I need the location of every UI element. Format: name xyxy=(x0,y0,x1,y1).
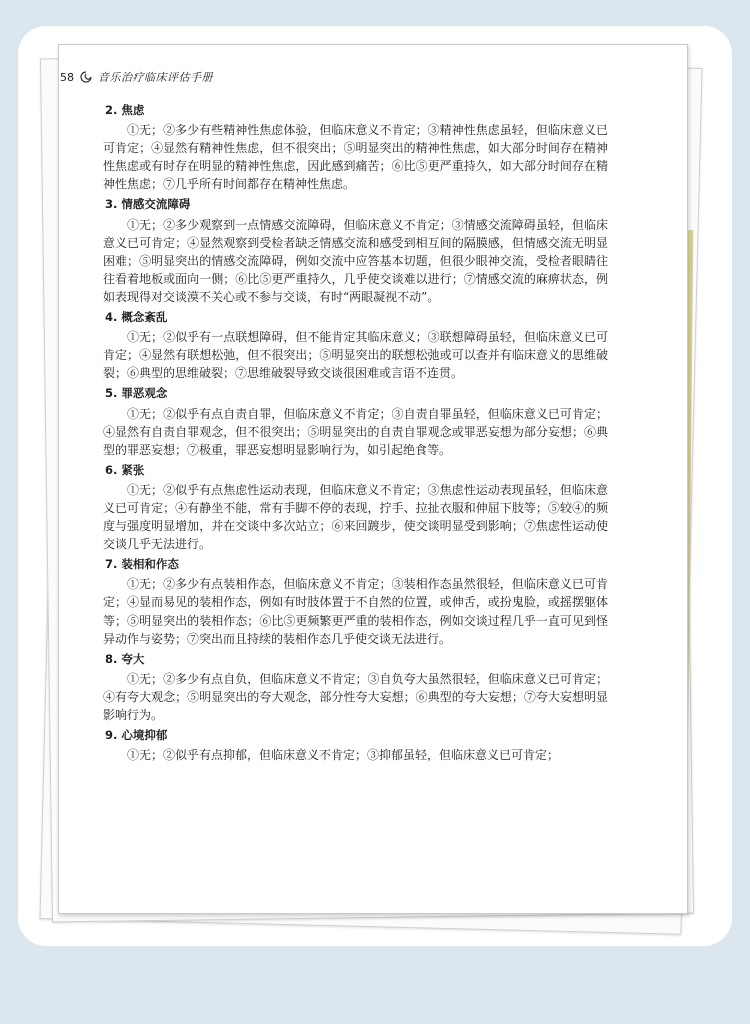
section-body: ①无；②多少有点装相作态，但临床意义不肯定；③装相作态虽然很轻，但临床意义已可肯定；④显而易见的装相作态，例如有时肢体置于不自然的位置，或伸舌，或扮鬼脸，或摇摆躯体等；⑤明显突出的装相作态；⑥比⑤更频繁更严重的装相作态，例如交谈过程几乎一直可见到怪异动作与姿势；⑦突出而且持续的装相作态几乎使交谈无法进行。 xyxy=(103,577,608,646)
book-title: 音乐治疗临床评估手册 xyxy=(98,71,213,84)
section-body: ①无；②多少有点自负，但临床意义不肯定；③自负夸大虽然很轻，但临床意义已可肯定；④有夸大观念；⑤明显突出的夸大观念，部分性夸大妄想；⑥典型的夸大妄想；⑦夸大妄想明显影响行为。 xyxy=(103,671,608,722)
section-title: 9. 心境抑郁 xyxy=(105,728,168,743)
section-body: ①无；②似乎有一点联想障碍，但不能肯定其临床意义；③联想障碍虽轻，但临床意义已可肯定；④显然有联想松弛，但不很突出；⑤明显突出的联想松弛或可以查并有临床意义的思维破裂；⑥典型的思维破裂；⑦思维破裂导致交谈很困难或言语不连贯。 xyxy=(103,330,608,381)
page-header xyxy=(60,69,213,85)
section-title: 8. 夸大 xyxy=(105,651,145,666)
section-title: 6. 紧张 xyxy=(105,462,145,477)
section-title: 2. 焦虑 xyxy=(105,103,145,117)
section-body: ①无；②似乎有点焦虑性运动表现，但临床意义不肯定；③焦虑性运动表现虽轻，但临床意义已可肯定；④有静坐不能，常有手脚不停的表现，拧手、拉扯衣服和伸屈下肢等；⑤较④的频度与强度明显增加，并在交谈中多次站立；⑥来回踱步，使交谈明显受到影响；⑦焦虑性运动使交谈几乎无法进行。 xyxy=(103,482,608,552)
section-body: ①无；②似乎有点自责自罪，但临床意义不肯定；③自责自罪虽轻，但临床意义已可肯定；④显然有自责自罪观念，但不很突出；⑤明显突出的自责自罪观念或罪恶妄想为部分妄想；⑥典型的罪恶妄想；⑦极重，罪恶妄想明显影响行为，如引起绝食等。 xyxy=(103,406,608,457)
section-title: 5. 罪恶观念 xyxy=(105,386,168,401)
section-title: 4. 概念紊乱 xyxy=(105,310,168,325)
page-content xyxy=(103,99,608,766)
section-title: 7. 装相和作态 xyxy=(105,557,179,572)
section-title: 3. 情感交流障碍 xyxy=(105,197,191,212)
page-number: 58 xyxy=(60,70,74,84)
section-body: ①无；②多少有些精神性焦虑体验，但临床意义不肯定；③精神性焦虑虽轻，但临床意义已可肯定；④显然有精神性焦虑，但不很突出；⑤明显突出的精神性焦虑，如大部分时间存在精神性焦虑或有时存在明显的精神性焦虑，因此感到痛苦；⑥比⑤更严重持久，如大部分时间存在精神性焦虑；⑦几乎所有时间都存在精神性焦虑。 xyxy=(103,123,608,192)
section-body: ①无；②多少观察到一点情感交流障碍，但临床意义不肯定；③情感交流障碍虽轻，但临床意义已可肯定；④显然观察到受检者缺乏情感交流和感受到相互间的隔膜感，但情感交流无明显困难；⑤明显突出的情感交流障碍，例如交流中应答基本切题，但很少眼神交流，受检者眼睛往往看着地板或面向一侧；⑥比⑤更严重持久，几乎使交谈难以进行；⑦情感交流的麻痹状态，例如表现得对交谈漠不关心或不参与交谈，有时“两眼凝视不动”。 xyxy=(103,217,608,304)
swirl-logo-icon xyxy=(80,71,92,83)
section-body: ①无；②似乎有点抑郁，但临床意义不肯定；③抑郁虽轻，但临床意义已可肯定； xyxy=(127,748,560,763)
